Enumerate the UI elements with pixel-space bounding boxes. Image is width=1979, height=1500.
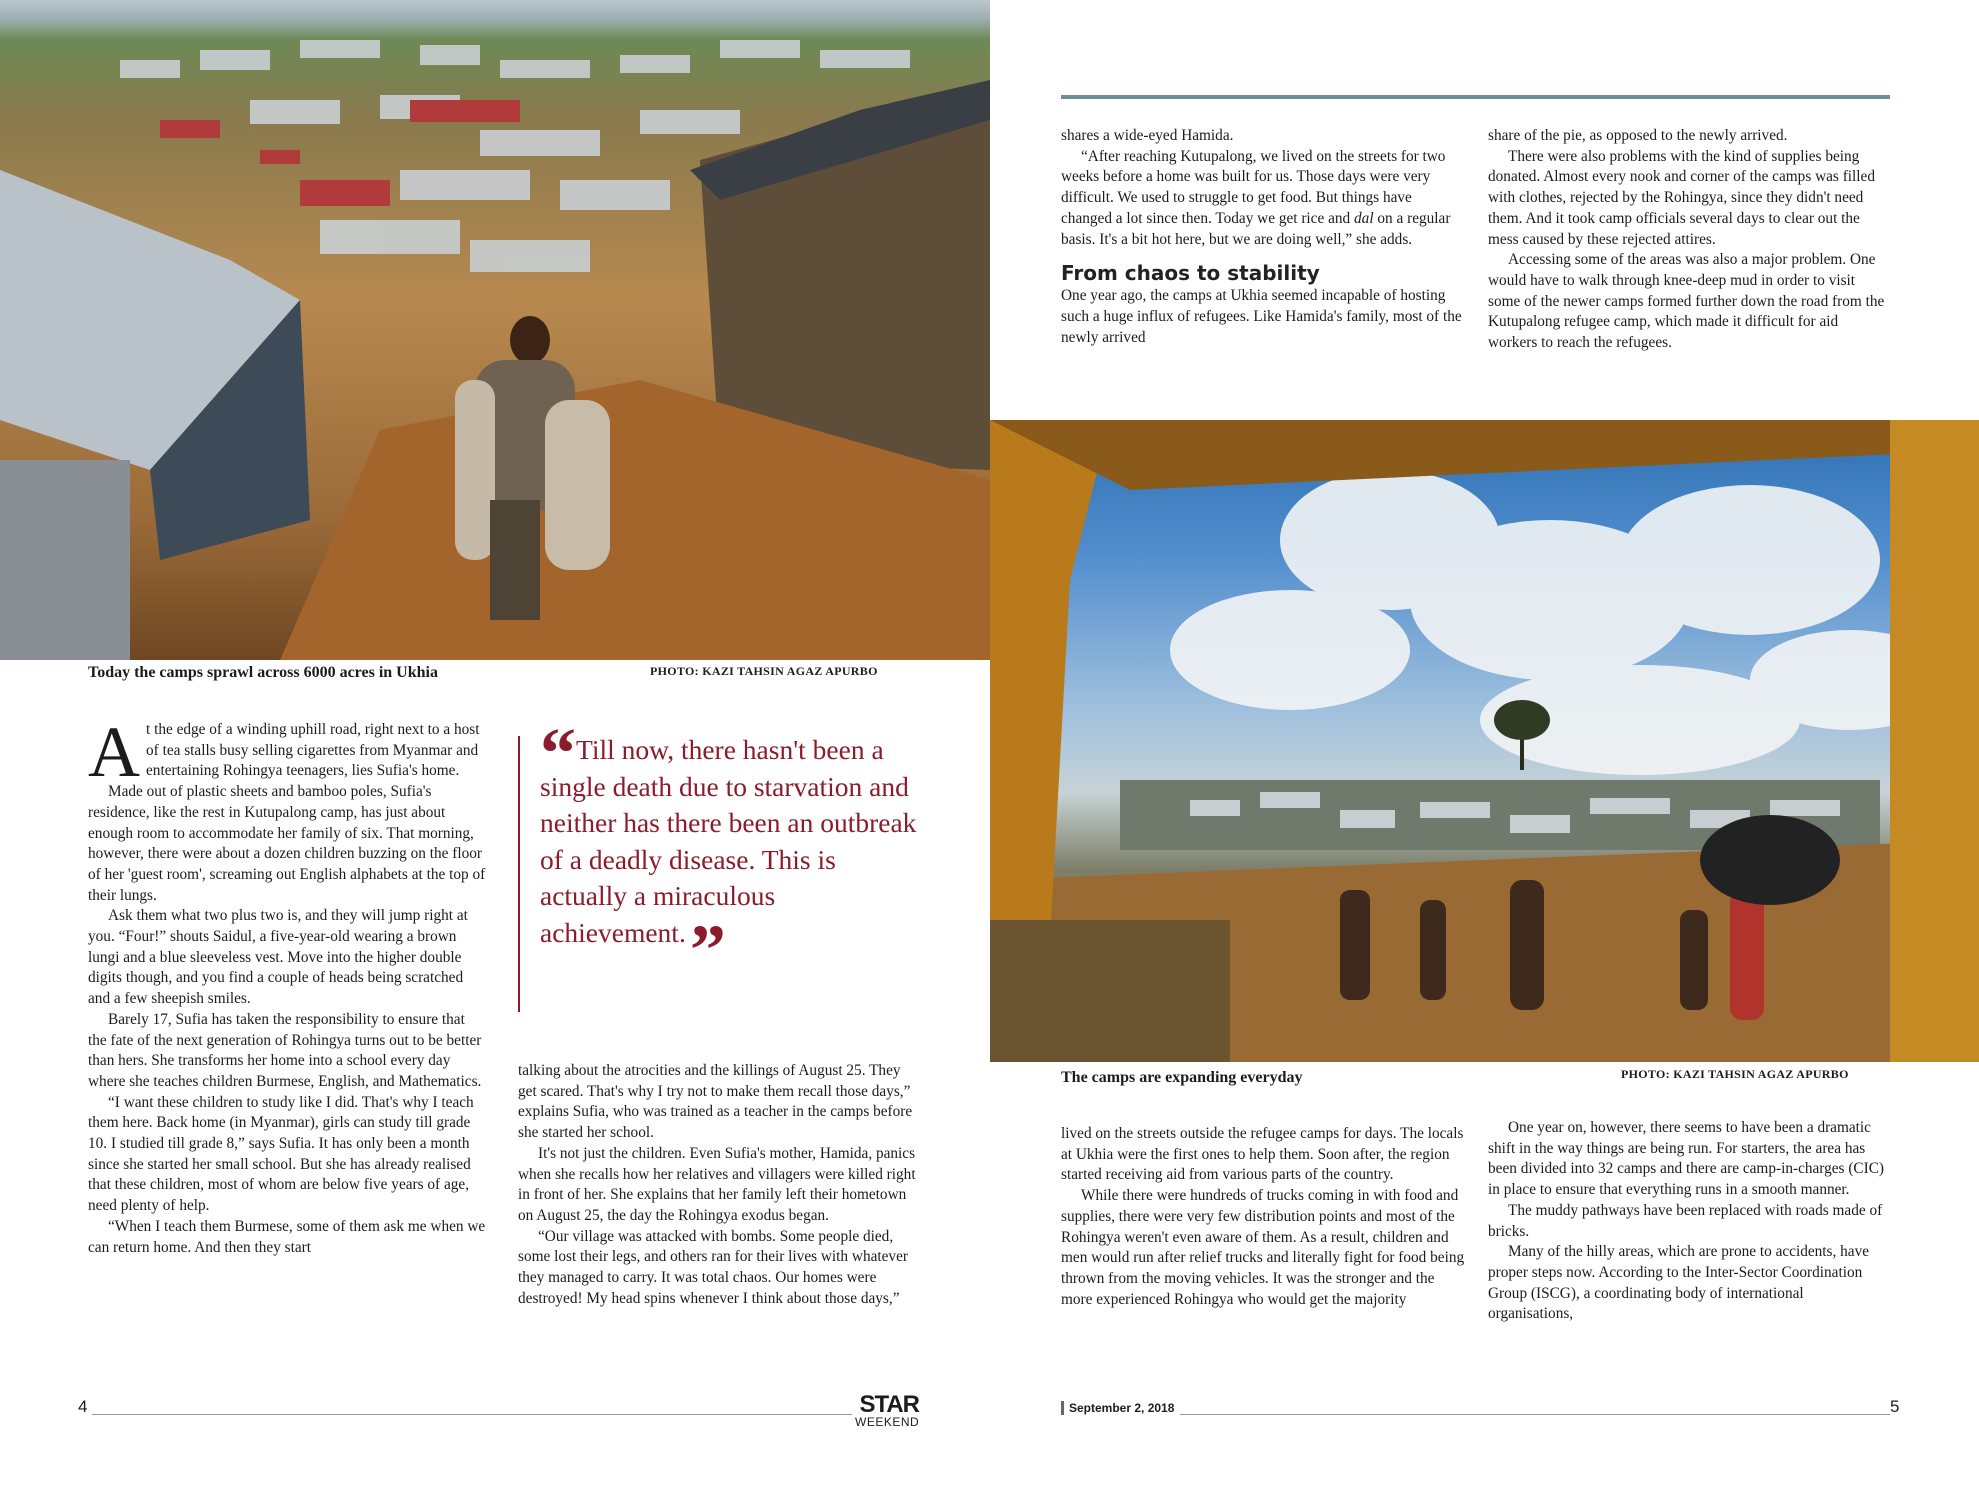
pull-quote-body: Till now, there hasn't been a single death due to starvation and neither has there been an outbreak of a deadly disease. This is actually a miraculous achievement. (540, 734, 917, 948)
left-photo-credit: PHOTO: KAZI TAHSIN AGAZ APURBO (650, 664, 878, 678)
umbrella (1700, 815, 1840, 905)
left-column-1 (88, 712, 486, 1258)
excavator-window-illustration (990, 420, 1979, 1062)
left-shelter-wall (0, 460, 130, 660)
body-paragraph: One year ago, the camps at Ukhia seemed incapable of hosting such a huge influx of refugees. Like Hamida's family, most of the newly arrived (1061, 287, 1462, 346)
body-paragraph: “When I teach them Burmese, some of them ask me when we can return home. And then they start (88, 1217, 486, 1256)
right-column-1 (1061, 126, 1465, 348)
pull-quote-text (540, 713, 920, 990)
right-page-number: 5 (1890, 1397, 1900, 1416)
right-column-4 (1488, 1118, 1890, 1325)
excavator-frame-top (990, 420, 1979, 490)
left-page-number: 4 (78, 1397, 88, 1416)
body-paragraph: The muddy pathways have been replaced with roads made of bricks. (1488, 1201, 1883, 1240)
opening-text: t the edge of a winding uphill road, right next to a host of tea stalls busy selling cigarettes from Myanmar and entertaining Rohingya teenagers, lies Sufia's home. (146, 721, 480, 780)
body-paragraph: It's not just the children. Even Sufia's mother, Hamida, panics when she recalls how her relatives and villagers were killed right in front of her. She explains that her family left their hometown on August 25, the day the Rohingya exodus began. (518, 1144, 916, 1224)
clouds (1170, 470, 1950, 775)
body-paragraph: Accessing some of the areas was also a major problem. One would have to walk through knee-deep mud in order to visit some of the newer camps formed further down the road from the Kutupalong refugee camp, which made it difficult for aid workers to reach the refugees. (1488, 251, 1885, 352)
continued-paragraph: shares a wide-eyed Hamida. (1061, 127, 1234, 144)
masthead-weekend: WEEKEND (855, 1415, 920, 1429)
continued-paragraph: share of the pie, as opposed to the newly arrived. (1488, 127, 1788, 144)
star-weekend-logo (855, 1391, 920, 1429)
right-photo-credit: PHOTO: KAZI TAHSIN AGAZ APURBO (1621, 1067, 1849, 1081)
body-paragraph (1061, 147, 1465, 251)
tree-canopy (1494, 700, 1550, 740)
body-paragraph: There were also problems with the kind of supplies being donated. Almost every nook and corner of the camps was filled with clothes, rejected by the Rohingya, since they didn't need them. And it took camp officials several days to clear out the mess caused by these rejected attires. (1488, 147, 1875, 248)
right-column-2 (1488, 126, 1890, 354)
quote-text: “After reaching Kutupalong, we lived on the streets for two weeks before a home was built for us. Those days were very difficult. We used to struggle to get food. But things have changed a lot since then. Today we get rice and (1061, 147, 1446, 227)
left-photo-caption: Today the camps sprawl across 6000 acres in Ukhia (88, 664, 438, 681)
excavator-frame-right (1890, 420, 1979, 1062)
issue-date: September 2, 2018 (1061, 1401, 1174, 1415)
close-quote-mark: ” (689, 909, 720, 990)
camp-hillside-photo (0, 0, 990, 660)
body-paragraph: “I want these children to study like I did. That's why I teach them here. Back home (in Myanmar), girls can study till grade 10. I studied till grade 8,” says Sufia. It has only been a month since she started her small school. But she has already realised that these children, most of whom are below five years of age, need plenty of help. (88, 1093, 474, 1215)
body-paragraph: “Our village was attacked with bombs. Some people died, some lost their legs, and others ran for their lives with whatever they managed to carry. It was total chaos. Our homes were destroyed! My head spins whenever I think about those days,” (518, 1227, 908, 1307)
pull-quote-bar (518, 736, 520, 1012)
body-paragraph: Barely 17, Sufia has taken the responsibility to ensure that the fate of the next generation of Rohingya turns out to be better than hers. She transforms her home into a school every day where she teaches children Burmese, English, and Mathematics. (88, 1010, 482, 1090)
right-column-3 (1061, 1124, 1465, 1310)
section-subhead: From chaos to stability (1061, 261, 1320, 286)
top-rule (1061, 95, 1890, 99)
right-footer-rule (1180, 1414, 1890, 1415)
left-column-2 (518, 1061, 918, 1309)
opening-paragraph (88, 712, 486, 792)
body-paragraph: Many of the hilly areas, which are prone to accidents, have proper steps now. According to the Inter-Sector Coordination Group (ISCG), a coordinating body of international organisations, (1488, 1243, 1870, 1323)
quote-text-end: on a regular basis. It's a bit hot here, but we are doing well,” she adds. (1061, 209, 1451, 248)
continued-paragraph: lived on the streets outside the refugee camps for days. The locals at Ukhia were the first ones to help them. Soon after, the region started receiving aid from various parts of the country. (1061, 1125, 1464, 1184)
body-paragraph: Ask them what two plus two is, and they will jump right at you. “Four!” shouts Saidul, a five-year-old wearing a brown lungi and a blue sleeveless vest. Move into the higher double digits though, and you find a couple of heads being scratched and a few sheepish smiles. (88, 907, 468, 1008)
open-quote-mark: “ (540, 713, 570, 793)
camp-hillside-illustration (0, 0, 990, 660)
excavator-track (990, 920, 1230, 1062)
right-photo-caption: The camps are expanding everyday (1061, 1069, 1303, 1086)
body-paragraph: While there were hundreds of trucks coming in with food and supplies, there were very few distribution points and most of the Rohingya weren't even aware of them. As a result, children and men would run after relief trucks and literally fight for food being thrown from the moving vehicles. It was the stronger and the more experienced Rohingya who would get the majority (1061, 1187, 1465, 1308)
excavator-window-photo (990, 420, 1979, 1062)
left-footer-rule (92, 1414, 852, 1415)
body-paragraph: Made out of plastic sheets and bamboo poles, Sufia's residence, like the rest in Kutupalong camp, has just about enough room to accommodate her family of six. That morning, however, there were about a dozen children buzzing on the floor of her 'guest room', screaming out English alphabets at the top of their lungs. (88, 783, 486, 904)
continued-paragraph: talking about the atrocities and the killings of August 25. They get scared. That's why I try not to make them recall those days,” explains Sufia, who was trained as a teacher in the camps before she started her school. (518, 1062, 913, 1142)
masthead-star: STAR (859, 1391, 919, 1418)
dropcap: A (88, 712, 140, 792)
body-paragraph: One year on, however, there seems to have been a dramatic shift in the way things are being run. For starters, the area has been divided into 32 camps and there are camp-in-charges (CIC) in place to ensure that everything runs in a smooth manner. (1488, 1119, 1885, 1199)
italic-word: dal (1354, 209, 1374, 227)
